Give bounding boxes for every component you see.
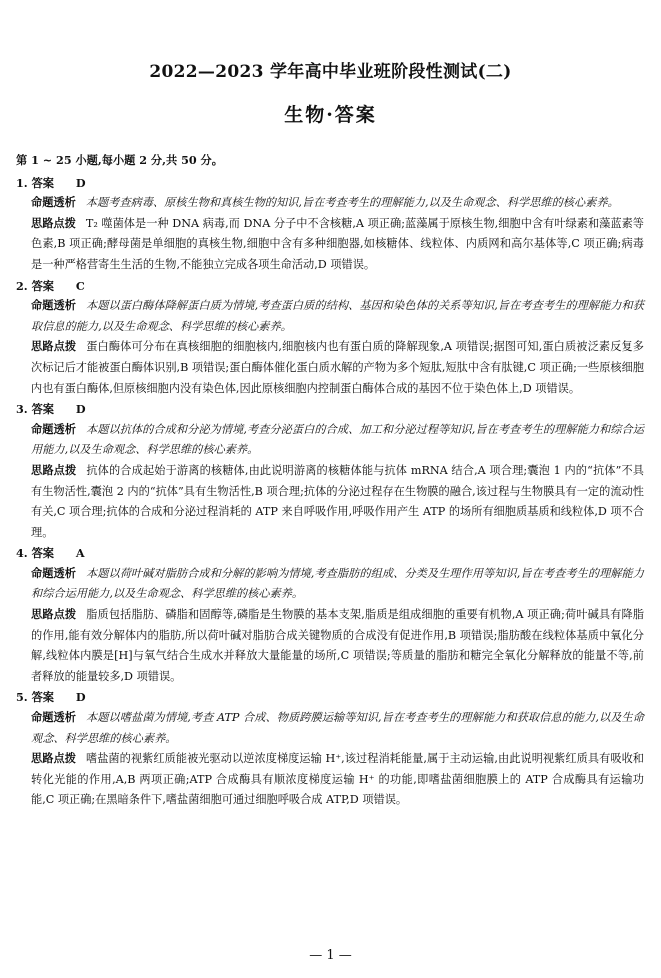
question-item xyxy=(16,399,644,543)
analysis-label: 命题透析 xyxy=(31,299,76,313)
analysis-block xyxy=(31,296,644,337)
analysis-block xyxy=(31,193,644,214)
analysis-text: 本题以嗜盐菌为情境,考查 ATP 合成、物质跨膜运输等知识,旨在考查考生的理解能力和获取信息的能力,以及生命观念、科学思维的核心素养。 xyxy=(31,711,644,745)
hint-label: 思路点拨 xyxy=(31,216,76,230)
answer-letter: A xyxy=(75,546,85,561)
answer-label: 答案 xyxy=(31,278,54,293)
question-item xyxy=(16,276,644,400)
analysis-block xyxy=(31,420,644,461)
answer-content xyxy=(16,150,644,811)
analysis-block xyxy=(31,564,644,605)
page-title: 2022—2023 学年高中毕业班阶段性测试(二) xyxy=(149,62,512,82)
analysis-text: 本题考查病毒、原核生物和真核生物的知识,旨在考查考生的理解能力,以及生命观念、科学思维的核心素养。 xyxy=(85,196,619,210)
hint-label: 思路点拨 xyxy=(31,608,77,622)
answer-letter: D xyxy=(75,175,86,190)
answer-letter: D xyxy=(75,402,86,417)
page-subtitle: 生物·答案 xyxy=(284,104,377,126)
question-number: 5. xyxy=(16,690,28,705)
answer-line xyxy=(16,173,644,194)
analysis-label: 命题透析 xyxy=(31,711,76,725)
answer-label: 答案 xyxy=(31,402,54,417)
analysis-label: 命题透析 xyxy=(31,422,76,436)
hint-text: 抗体的合成起始于游离的核糖体,由此说明游离的核糖体能与抗体 mRNA 结合,A 项合理;囊泡 1 内的“抗体”不具有生物活性,囊泡 2 内的“抗体”具有生物活性,B 项合理;抗体的分泌过程存在生物膜的融合,该过程与生物膜具有一定的流动性有关,C 项合理;抗体的合成和分泌过程消耗的 ATP 来自呼吸作用,呼吸作用产生 ATP 的场所有细胞质基质和线粒体,D 项不合理。 xyxy=(31,463,644,539)
analysis-block xyxy=(31,708,644,749)
question-number: 4. xyxy=(16,546,28,561)
answer-label: 答案 xyxy=(31,690,54,705)
hint-block xyxy=(31,214,644,276)
question-item xyxy=(16,173,644,276)
section-intro: 第 1 ~ 25 小题,每小题 2 分,共 50 分。 xyxy=(16,153,223,167)
answer-line xyxy=(16,399,644,420)
page-number: — 1 — xyxy=(309,948,352,963)
hint-label: 思路点拨 xyxy=(31,340,77,354)
question-number: 3. xyxy=(16,402,28,417)
hint-text: 蛋白酶体可分布在真核细胞的细胞核内,细胞核内也有蛋白质的降解现象,A 项错误;据图可知,蛋白质被泛素反复多次标记后才能被蛋白酶体识别,B 项错误;蛋白酶体催化蛋白质水解的产物为多个短肽,短肽中含有肽键,C 项正确;一些原核细胞内也有蛋白酶体,但原核细胞内没有染色体,因此原核细胞内控制蛋白酶体合成的基因不位于染色体上,D 项错误。 xyxy=(31,340,644,395)
analysis-text: 本题以蛋白酶体降解蛋白质为情境,考查蛋白质的结构、基因和染色体的关系等知识,旨在考查考生的理解能力和获取信息的能力,以及生命观念、科学思维的核心素养。 xyxy=(31,299,644,333)
hint-block xyxy=(31,749,644,811)
question-item xyxy=(16,543,644,687)
hint-text: T₂ 噬菌体是一种 DNA 病毒,而 DNA 分子中不含核糖,A 项正确;蓝藻属于原核生物,细胞中含有叶绿素和藻蓝素等色素,B 项正确;酵母菌是单细胞的真核生物,细胞中含有多种细胞器,如核糖体、线粒体、内质网和高尔基体等,C 项正确;病毒是一种严格营寄生生活的生物,不能独立完成各项生命活动,D 项错误。 xyxy=(31,216,644,271)
answer-letter: C xyxy=(75,278,85,293)
question-number: 1. xyxy=(16,175,28,190)
analysis-text: 本题以抗体的合成和分泌为情境,考查分泌蛋白的合成、加工和分泌过程等知识,旨在考查考生的理解能力和综合运用能力,以及生命观念、科学思维的核心素养。 xyxy=(31,422,644,457)
answer-line xyxy=(16,276,644,297)
hint-block xyxy=(31,337,644,399)
answer-letter: D xyxy=(75,690,86,705)
question-item xyxy=(16,687,644,811)
hint-label: 思路点拨 xyxy=(31,752,76,766)
hint-block xyxy=(31,461,644,543)
answer-label: 答案 xyxy=(31,546,54,561)
question-number: 2. xyxy=(16,278,28,293)
analysis-label: 命题透析 xyxy=(31,196,76,210)
hint-text: 脂质包括脂肪、磷脂和固醇等,磷脂是生物膜的基本支架,脂质是组成细胞的重要有机物,A 项正确;荷叶碱具有降脂的作用,能有效分解体内的脂肪,所以荷叶碱对脂肪合成关键物质的合成没有促进作用,B 项错误;脂肪酸在线粒体基质中氧化分解,线粒体内膜是[H]与氧气结合生成水并释放大量能量的场所,C 项错误;等质量的脂肪和糖完全氧化分解释放的能量不等,前者释放的能量较多,D 项错误。 xyxy=(31,608,644,683)
analysis-text: 本题以荷叶碱对脂肪合成和分解的影响为情境,考查脂肪的组成、分类及生理作用等知识,旨在考查考生的理解能力和综合运用能力,以及生命观念、科学思维的核心素养。 xyxy=(31,566,644,601)
hint-block xyxy=(31,605,644,687)
answer-line xyxy=(16,687,644,708)
answer-label: 答案 xyxy=(31,175,54,190)
hint-text: 嗜盐菌的视紫红质能被光驱动以逆浓度梯度运输 H⁺,该过程消耗能量,属于主动运输,由此说明视紫红质具有吸收和转化光能的作用,A,B 两项正确;ATP 合成酶具有顺浓度梯度运输 H⁺ 的功能,即嗜盐菌细胞膜上的 ATP 合成酶具有运输功能,C 项正确;在黑暗条件下,嗜盐菌细胞可通过细胞呼吸合成 ATP,D 项错误。 xyxy=(31,752,644,807)
answer-line xyxy=(16,543,644,564)
hint-label: 思路点拨 xyxy=(31,463,77,477)
analysis-label: 命题透析 xyxy=(31,566,76,580)
